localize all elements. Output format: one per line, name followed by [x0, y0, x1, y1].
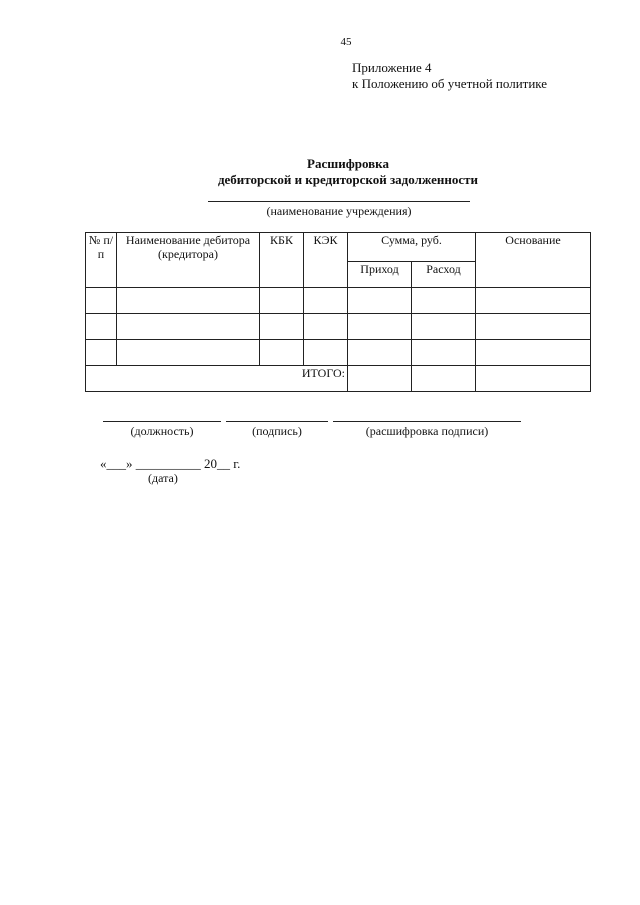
table-header-row	[86, 233, 591, 262]
table-cell	[348, 288, 412, 314]
table-cell	[260, 314, 304, 340]
header-kbk: КБК	[260, 233, 304, 288]
table-cell	[348, 340, 412, 366]
header-num: № п/п	[86, 233, 117, 288]
table-row	[86, 288, 591, 314]
table-cell	[476, 314, 591, 340]
table-row	[86, 340, 591, 366]
total-expense-cell	[412, 366, 476, 392]
table-cell	[86, 314, 117, 340]
total-label: ИТОГО:	[86, 366, 348, 392]
signature-decoding-caption: (расшифровка подписи)	[365, 424, 489, 438]
table-cell	[117, 340, 260, 366]
table-cell	[412, 340, 476, 366]
total-income-cell	[348, 366, 412, 392]
table-row	[86, 314, 591, 340]
table-cell	[476, 288, 591, 314]
debt-table	[85, 232, 591, 392]
table-cell	[348, 314, 412, 340]
table-cell	[86, 340, 117, 366]
header-basis: Основание	[476, 233, 591, 288]
header-kek: КЭК	[304, 233, 348, 288]
date-caption: (дата)	[148, 471, 178, 485]
date-line: «___» __________ 20__ г.	[100, 456, 241, 471]
appendix-line-2: к Положению об учетной политике	[352, 76, 548, 91]
organization-line	[208, 201, 470, 202]
table-cell	[117, 314, 260, 340]
position-caption: (должность)	[130, 424, 194, 438]
total-basis-cell	[476, 366, 591, 392]
header-name: Наименование дебитора (кредитора)	[117, 233, 260, 288]
table-cell	[86, 288, 117, 314]
table-total-row	[86, 366, 591, 392]
appendix-note	[352, 60, 547, 92]
table-cell	[304, 340, 348, 366]
signature-line	[226, 421, 328, 422]
signature-caption: (подпись)	[252, 424, 302, 438]
page-number: 45	[340, 36, 352, 48]
position-line	[103, 421, 221, 422]
table-cell	[476, 340, 591, 366]
header-expense: Расход	[412, 262, 476, 288]
header-income: Приход	[348, 262, 412, 288]
document-title	[28, 156, 640, 188]
table-cell	[260, 340, 304, 366]
table-cell	[117, 288, 260, 314]
title-line-2: дебиторской и кредиторской задолженности	[217, 172, 479, 187]
appendix-line-1: Приложение 4	[352, 60, 432, 75]
table-cell	[260, 288, 304, 314]
table-cell	[412, 288, 476, 314]
header-sum: Сумма, руб.	[348, 233, 476, 262]
organization-caption: (наименование учреждения)	[266, 204, 412, 218]
table-cell	[412, 314, 476, 340]
table-cell	[304, 288, 348, 314]
table-cell	[304, 314, 348, 340]
signature-decoding-line	[333, 421, 521, 422]
title-line-1: Расшифровка	[307, 156, 389, 171]
